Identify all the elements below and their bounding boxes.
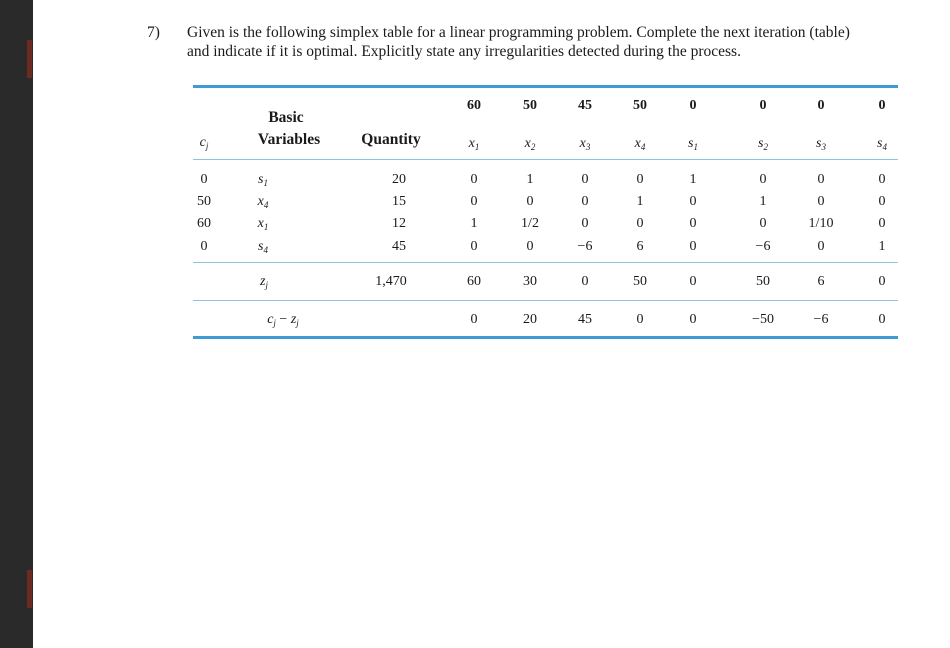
table-top-rule — [193, 85, 898, 88]
row-cj: 50 — [197, 194, 211, 209]
row-value: 1/2 — [521, 216, 539, 231]
row-value: 1 — [689, 172, 697, 187]
header-cj-value: 45 — [578, 98, 592, 113]
cj-minus-zj-value: 0 — [689, 312, 697, 327]
row-value: 0 — [689, 239, 697, 254]
row-value: 0 — [878, 216, 886, 231]
row-value: 0 — [759, 216, 767, 231]
row-value: 1 — [636, 194, 644, 209]
question-line-1: Given is the following simplex table for a linear programming problem. Complete the next iteration (table) — [187, 24, 850, 41]
row-value: 0 — [817, 172, 825, 187]
basic-label: Basic — [268, 109, 304, 126]
table-bottom-rule — [193, 336, 898, 339]
row-quantity: 12 — [392, 216, 406, 231]
cj-minus-zj-label: $c_j - z_j$ — [267, 312, 299, 328]
header-cj-value: 60 — [467, 98, 481, 113]
cj-label: $c_j$ — [199, 135, 209, 151]
column-variable: $x_4$ — [634, 136, 646, 152]
row-value: 1 — [878, 239, 886, 254]
zj-quantity: 1,470 — [375, 274, 407, 289]
header-cj-value: 0 — [878, 98, 886, 113]
header-cj-value: 50 — [523, 98, 537, 113]
variables-label: Variables — [257, 131, 321, 148]
row-value: 0 — [878, 172, 886, 187]
row-value: 0 — [470, 194, 478, 209]
cj-minus-zj-value: −50 — [752, 312, 774, 327]
row-value: 0 — [689, 194, 697, 209]
question-number: 7) — [147, 24, 160, 41]
row-basic-variable: $s_4$ — [258, 239, 268, 255]
question-line-2: and indicate if it is optimal. Explicitly state any irregularities detected during the process. — [187, 43, 741, 60]
cj-minus-zj-value: 0 — [470, 312, 478, 327]
row-value: 1 — [759, 194, 767, 209]
sidebar-marker — [27, 40, 32, 78]
row-cj: 60 — [197, 216, 211, 231]
header-cj-value: 0 — [759, 98, 767, 113]
column-variable: $s_2$ — [758, 136, 768, 152]
row-value: 0 — [470, 239, 478, 254]
cjzj-divider — [193, 300, 898, 301]
cj-minus-zj-value: 0 — [878, 312, 886, 327]
row-value: 0 — [759, 172, 767, 187]
row-value: 0 — [689, 216, 697, 231]
row-value: 0 — [878, 194, 886, 209]
zj-value: 60 — [467, 274, 481, 289]
row-value: 0 — [581, 194, 589, 209]
zj-value: 0 — [878, 274, 886, 289]
row-value: 0 — [470, 172, 478, 187]
cj-minus-zj-value: 20 — [523, 312, 537, 327]
row-value: 0 — [817, 194, 825, 209]
column-variable: $s_3$ — [816, 136, 826, 152]
column-variable: $x_3$ — [579, 136, 591, 152]
row-value: 6 — [636, 239, 644, 254]
zj-value: 0 — [689, 274, 697, 289]
zj-divider — [193, 262, 898, 263]
row-value: 0 — [817, 239, 825, 254]
row-value: 0 — [526, 194, 534, 209]
zj-value: 6 — [817, 274, 825, 289]
zj-value: 50 — [633, 274, 647, 289]
zj-value: 50 — [756, 274, 770, 289]
row-value: −6 — [577, 239, 593, 254]
header-divider — [193, 159, 898, 160]
row-value: 1/10 — [808, 216, 834, 231]
row-value: 0 — [526, 239, 534, 254]
column-variable: $x_2$ — [524, 136, 536, 152]
zj-value: 0 — [581, 274, 589, 289]
zj-value: 30 — [523, 274, 537, 289]
row-value: −6 — [755, 239, 771, 254]
header-cj-value: 50 — [633, 98, 647, 113]
row-basic-variable: $x_4$ — [257, 194, 269, 210]
header-cj-value: 0 — [817, 98, 825, 113]
row-value: 1 — [526, 172, 534, 187]
row-quantity: 15 — [392, 194, 406, 209]
column-variable: $x_1$ — [468, 136, 480, 152]
cj-minus-zj-value: 45 — [578, 312, 592, 327]
row-cj: 0 — [200, 172, 208, 187]
row-value: 0 — [581, 172, 589, 187]
row-quantity: 20 — [392, 172, 406, 187]
row-value: 0 — [636, 216, 644, 231]
row-quantity: 45 — [392, 239, 406, 254]
row-basic-variable: $x_1$ — [257, 216, 269, 232]
row-value: 0 — [636, 172, 644, 187]
row-value: 1 — [470, 216, 478, 231]
left-sidebar-bar — [0, 0, 33, 648]
row-basic-variable: $s_1$ — [258, 172, 268, 188]
sidebar-marker — [27, 570, 32, 608]
quantity-label: Quantity — [361, 131, 421, 148]
header-cj-value: 0 — [689, 98, 697, 113]
cj-minus-zj-value: 0 — [636, 312, 644, 327]
column-variable: $s_1$ — [688, 136, 698, 152]
column-variable: $s_4$ — [877, 136, 887, 152]
row-value: 0 — [581, 216, 589, 231]
zj-label: $z_j$ — [260, 274, 268, 290]
cj-minus-zj-value: −6 — [813, 312, 829, 327]
row-cj: 0 — [200, 239, 208, 254]
